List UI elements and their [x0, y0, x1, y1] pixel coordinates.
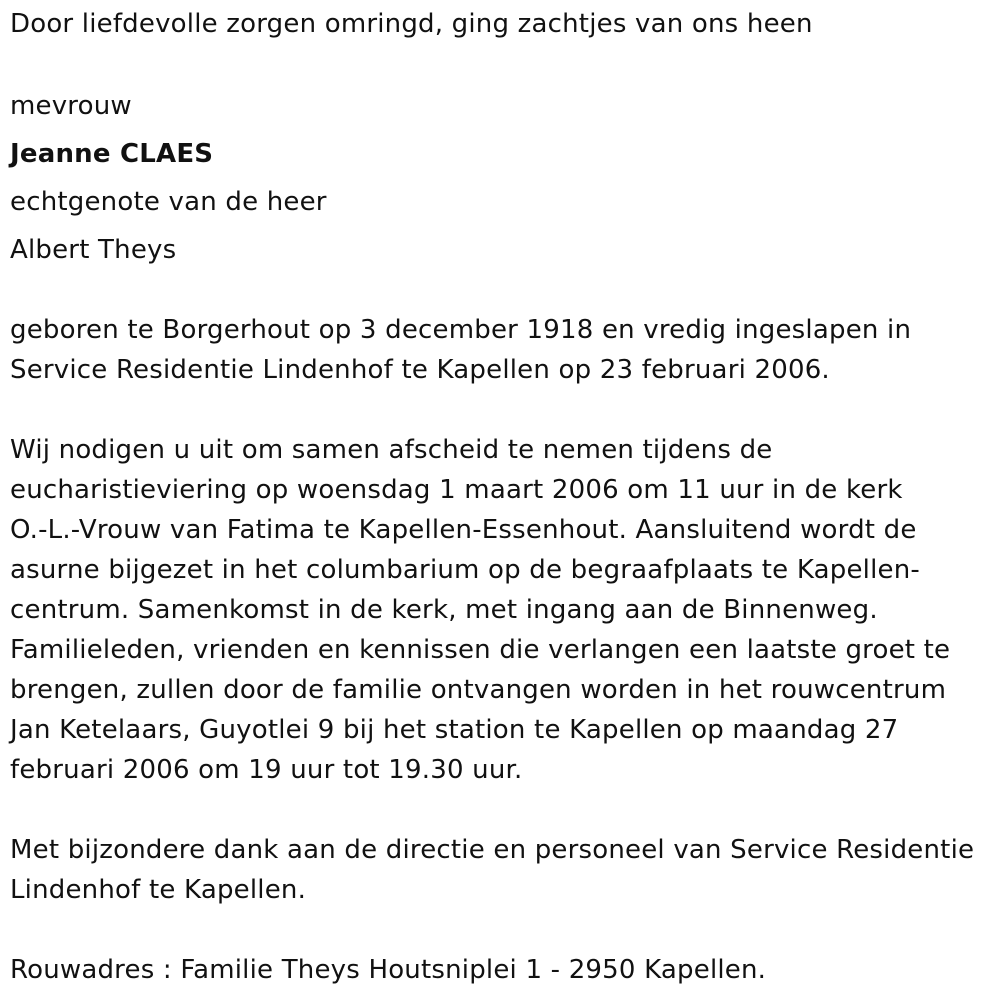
- service-line-9: februari 2006 om 19 uur tot 19.30 uur.: [10, 755, 523, 785]
- intro-text: Door liefdevolle zorgen omringd, ging zachtjes van ons heen: [10, 9, 813, 39]
- service-line-6: Familieleden, vrienden en kennissen die verlangen een laatste groet te: [10, 635, 951, 665]
- service-line-1: Wij nodigen u uit om samen afscheid te nemen tijdens de: [10, 435, 773, 465]
- service-line-2: eucharistieviering op woensdag 1 maart 2006 om 11 uur in de kerk: [10, 475, 903, 505]
- thanks-line-2: Lindenhof te Kapellen.: [10, 875, 307, 905]
- spouse-name: Albert Theys: [10, 235, 177, 265]
- service-line-7: brengen, zullen door de familie ontvangen worden in het rouwcentrum: [10, 675, 947, 705]
- birth-line-1: geboren te Borgerhout op 3 december 1918 en vredig ingeslapen in: [10, 315, 912, 345]
- relation-text: echtgenote van de heer: [10, 187, 327, 217]
- deceased-name: Jeanne CLAES: [10, 139, 214, 169]
- service-line-3: O.-L.-Vrouw van Fatima te Kapellen-Essenhout. Aansluitend wordt de: [10, 515, 917, 545]
- service-line-5: centrum. Samenkomst in de kerk, met ingang aan de Binnenweg.: [10, 595, 878, 625]
- birth-line-2: Service Residentie Lindenhof te Kapellen op 23 februari 2006.: [10, 355, 830, 385]
- service-line-4: asurne bijgezet in het columbarium op de begraafplaats te Kapellen-: [10, 555, 920, 585]
- thanks-line-1: Met bijzondere dank aan de directie en personeel van Service Residentie: [10, 835, 975, 865]
- mourning-address: Rouwadres : Familie Theys Houtsniplei 1 - 2950 Kapellen.: [10, 955, 767, 985]
- title-text: mevrouw: [10, 91, 132, 121]
- service-line-8: Jan Ketelaars, Guyotlei 9 bij het station te Kapellen op maandag 27: [10, 715, 899, 745]
